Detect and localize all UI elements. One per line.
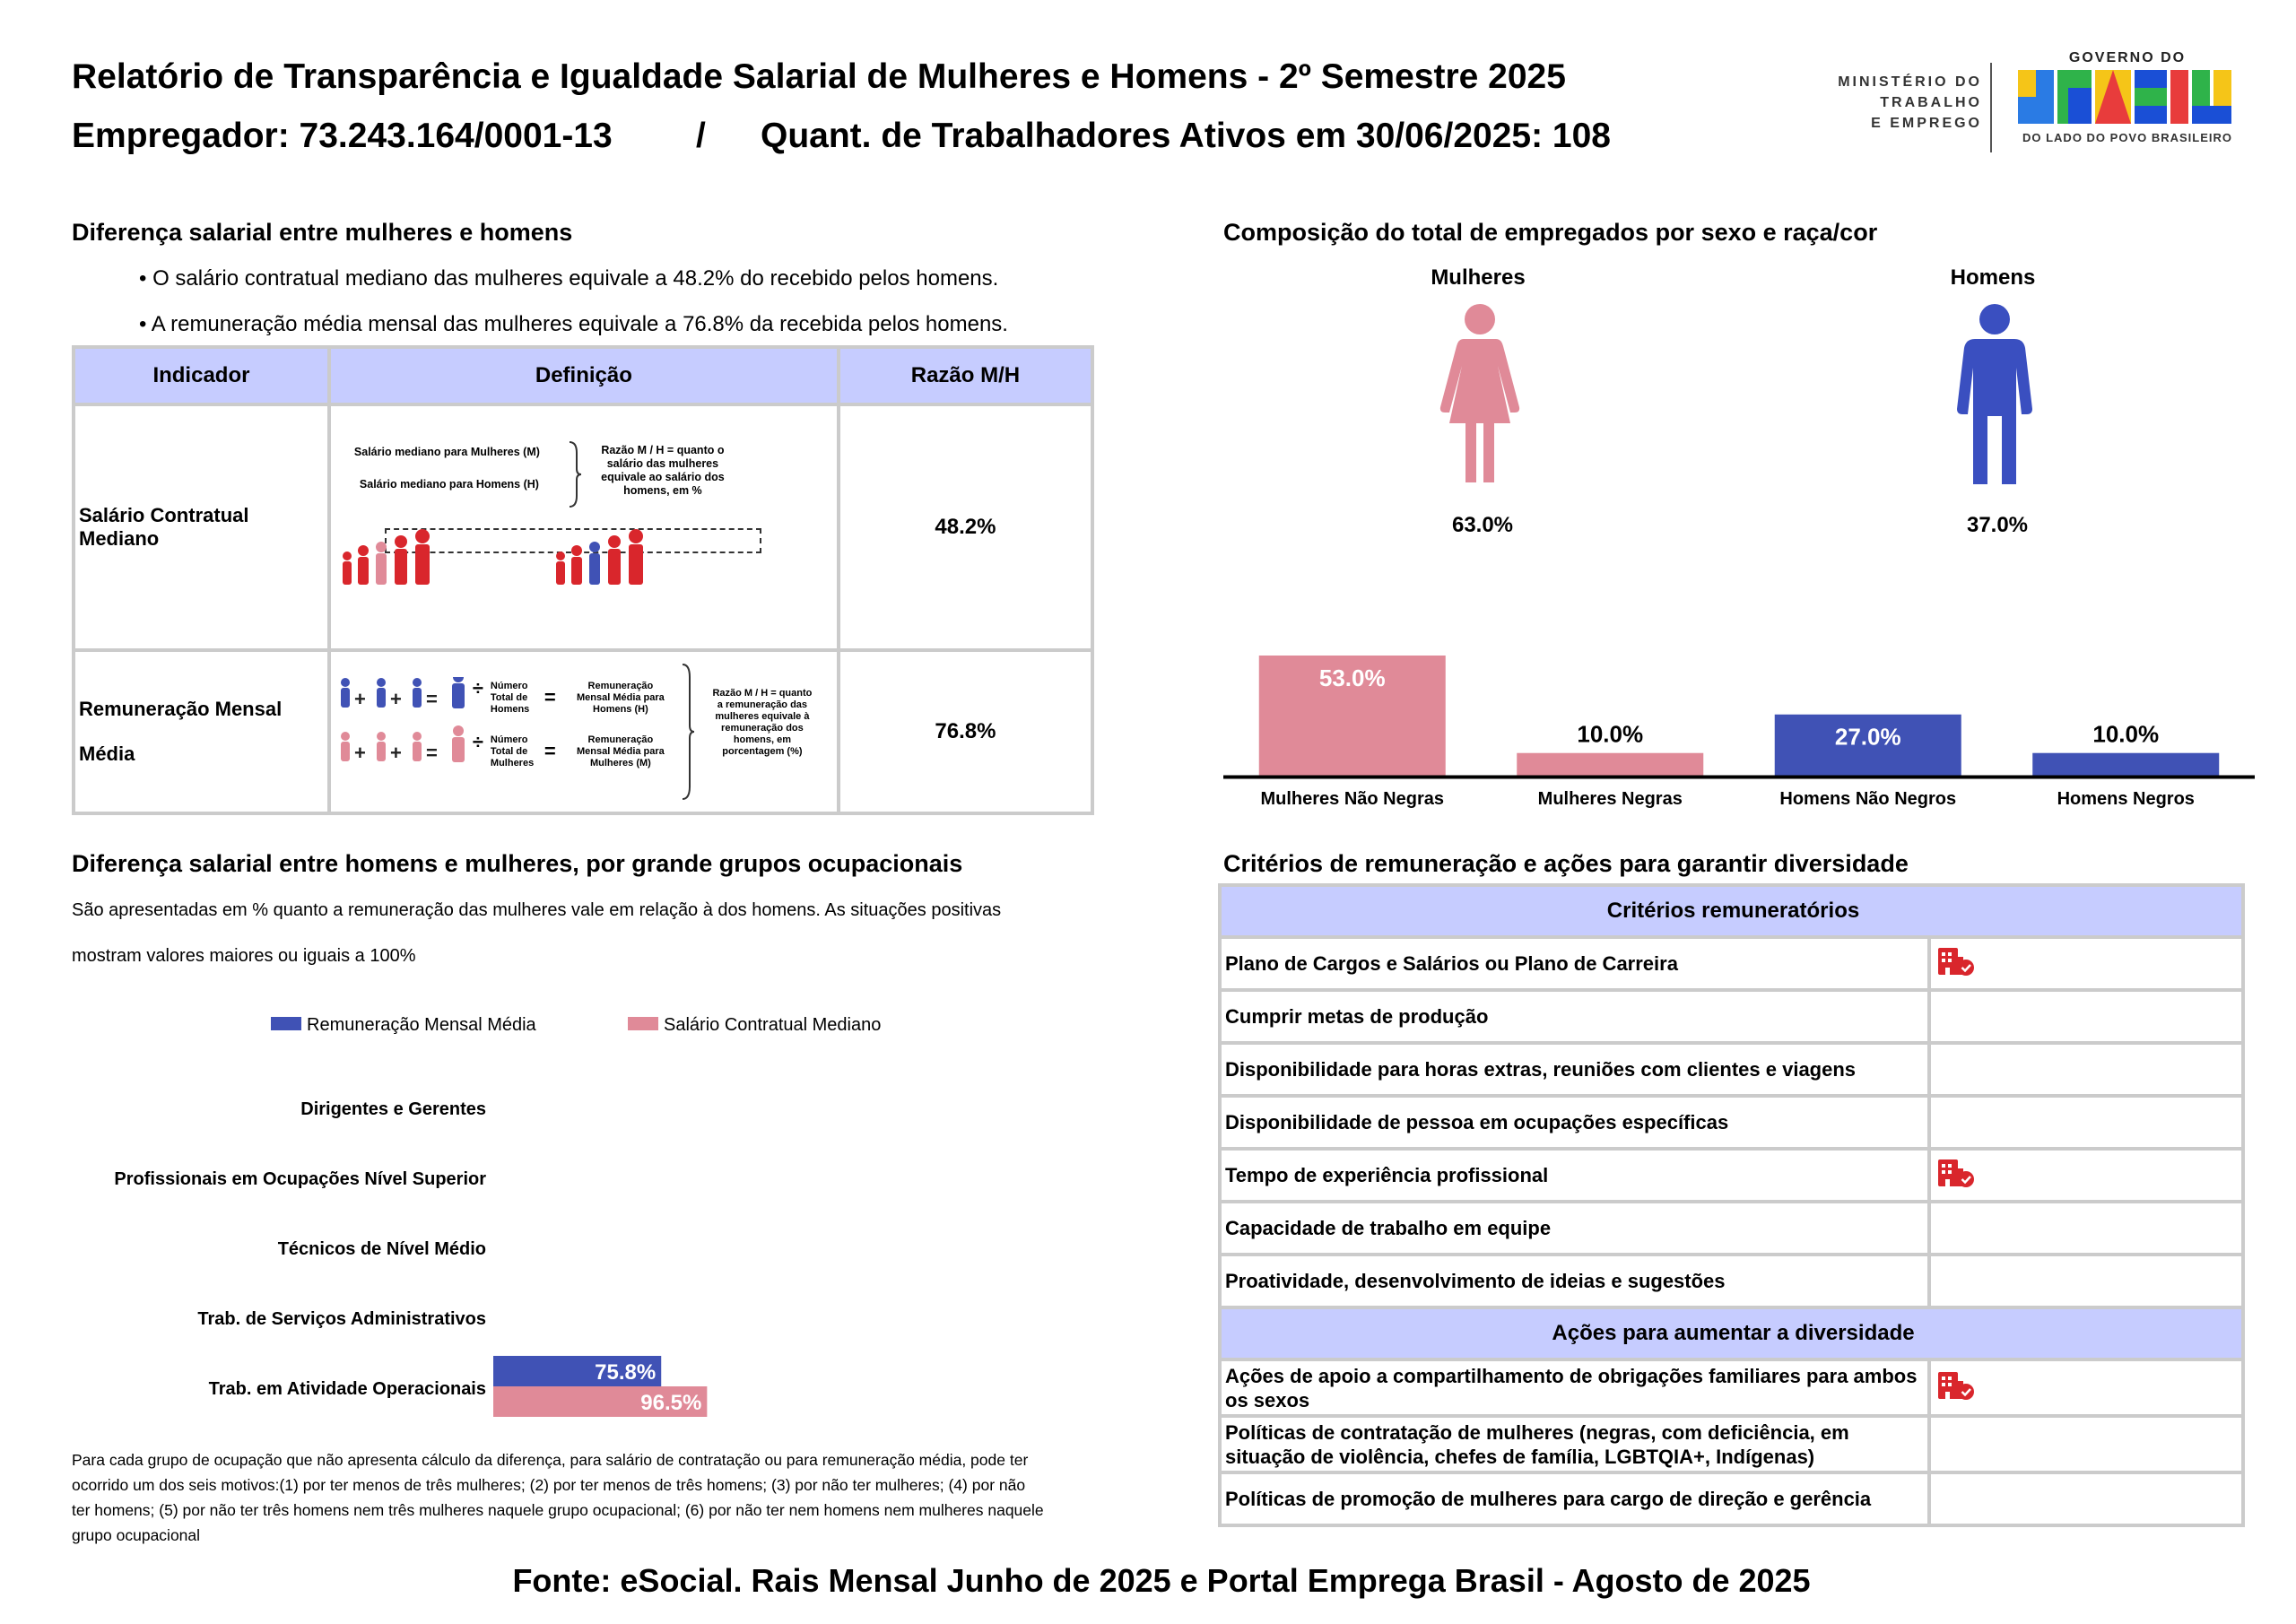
avg-line: Homens (H) [593, 704, 648, 715]
criteria-label: Capacidade de trabalho em equipe [1220, 1202, 1929, 1255]
women-percentage: 63.0% [1451, 513, 1514, 537]
men-count-label [491, 681, 529, 716]
building-check-icon [1936, 1383, 1976, 1405]
svg-text:=: = [425, 688, 438, 710]
svg-text:=: = [425, 742, 438, 764]
woman-figure-icon [1435, 303, 1525, 486]
bar-value-label: 75.8% [595, 1360, 657, 1385]
people-sum-icon [335, 677, 478, 785]
criteria-heading: Critérios de remuneração e ações para garantir diversidade [1223, 850, 1909, 877]
footnote-line: Para cada grupo de ocupação que não apresenta cálculo da diferença, para salário de contratação ou para remuneração média, pode ter [72, 1451, 1029, 1469]
salary-gap-heading: Diferença salarial entre mulheres e homens [72, 219, 573, 246]
ministry-logo-line: E EMPREGO [1871, 116, 1982, 131]
svg-text:+: + [389, 742, 402, 764]
composition-heading: Composição do total de empregados por sexo e raça/cor [1223, 219, 1878, 246]
occupation-category-label: Dirigentes e Gerentes [300, 1099, 486, 1119]
criteria-row [1220, 937, 2243, 990]
definition-diagram [329, 650, 839, 813]
brace-icon [568, 440, 582, 508]
criteria-row [1220, 1416, 2243, 1472]
composition-bar [2032, 753, 2219, 776]
occupation-description: mostram valores maiores ou iguais a 100% [72, 946, 416, 966]
ratio-line: Razão M / H = quanto [712, 688, 813, 699]
occupation-heading: Diferença salarial entre homens e mulheres, por grande grupos ocupacionais [72, 850, 963, 877]
column-header: Razão M/H [839, 347, 1092, 404]
employer-label: Empregador: 73.243.164/0001-13 [72, 117, 613, 155]
criteria-row [1220, 1255, 2243, 1307]
report-title: Relatório de Transparência e Igualdade Salarial de Mulheres e Homens - 2º Semestre 2025 [72, 57, 1566, 96]
ratio-explanation [587, 444, 739, 498]
definition-diagram [329, 404, 839, 650]
bar-value-label: 53.0% [1318, 664, 1386, 691]
logo-divider [1990, 63, 1992, 152]
gov-logo-bottom: DO LADO DO POVO BRASILEIRO [2022, 131, 2232, 144]
criteria-row [1220, 1359, 2243, 1416]
ratio-line: homens, em [733, 734, 791, 745]
criteria-check-cell [1929, 1096, 2243, 1149]
column-header: Definição [329, 347, 839, 404]
indicator-cell: Remuneração Mensal Média [74, 650, 329, 813]
ratio-line: porcentagem (%) [722, 746, 803, 757]
occupation-category-label: Profissionais em Ocupações Nível Superior [114, 1169, 486, 1189]
category-label: Mulheres Negras [1537, 789, 1683, 809]
criteria-row [1220, 1202, 2243, 1255]
criteria-check-cell [1929, 1472, 2243, 1525]
criteria-check-cell [1929, 1043, 2243, 1096]
avg-line: Mulheres (M) [589, 758, 651, 769]
count-line: Número [490, 681, 528, 691]
criteria-row [1220, 990, 2243, 1043]
occupation-bar-chart [72, 995, 1094, 1435]
criteria-label: Proatividade, desenvolvimento de ideias e sugestões [1220, 1255, 1929, 1307]
bar-value-label: 96.5% [640, 1391, 702, 1415]
ratio-line: equivale ao salário dos [601, 471, 725, 483]
avg-line: Mensal Média para [576, 746, 665, 757]
criteria-check-cell [1929, 1255, 2243, 1307]
men-percentage: 37.0% [1966, 513, 2029, 537]
category-label: Homens Não Negros [1779, 789, 1957, 809]
footnote-line: ter homens; (5) por não ter três homens nem três mulheres naquele grupo ocupacional; (6) por não ter nem homens nem mulheres naquele [72, 1501, 1044, 1519]
gov-brasil-logo [2011, 50, 2244, 158]
occupation-category-label: Trab. de Serviços Administrativos [197, 1309, 486, 1329]
category-label: Homens Negros [2057, 789, 2195, 809]
criteria-section-header: Critérios remuneratórios [1220, 885, 2243, 937]
ratio-line: Razão M / H = quanto o [601, 444, 725, 456]
bar-value-label: 10.0% [1577, 720, 1644, 748]
ratio-line: homens, em % [623, 484, 702, 497]
ratio-line: remuneração dos [721, 723, 804, 734]
occupation-category-label: Trab. em Atividade Operacionais [208, 1379, 486, 1399]
men-median-label: Salário mediano para Homens (H) [359, 478, 539, 491]
man-figure-icon [1950, 303, 2039, 486]
women-count-label [491, 734, 534, 769]
indicator-cell: Salário Contratual Mediano [74, 404, 329, 650]
ministry-logo-line: MINISTÉRIO DO [1838, 74, 1982, 90]
ratio-line: salário das mulheres [606, 457, 719, 470]
women-avg-label [562, 734, 679, 769]
legend-label: Salário Contratual Mediano [664, 1015, 882, 1035]
count-line: Homens [490, 704, 530, 715]
criteria-check-cell [1929, 1202, 2243, 1255]
occupation-footnote [72, 1447, 1044, 1548]
occupation-category-label: Técnicos de Nível Médio [277, 1239, 486, 1259]
criteria-row [1220, 1043, 2243, 1096]
indicator-table [72, 345, 1094, 815]
composition-bar [1517, 753, 1703, 776]
criteria-table [1218, 883, 2245, 1527]
svg-text:+: + [353, 742, 366, 764]
ministry-logo-line: TRABALHO [1880, 95, 1982, 110]
women-label: Mulheres [1431, 265, 1526, 290]
building-check-icon [1936, 959, 1976, 981]
footnote-line: grupo ocupacional [72, 1526, 201, 1544]
brace-icon [681, 663, 695, 801]
avg-line: Remuneração [587, 681, 654, 691]
criteria-row [1220, 1149, 2243, 1202]
count-line: Mulheres [490, 758, 535, 769]
ratio-line: mulheres equivale à [715, 711, 810, 722]
criteria-label: Políticas de promoção de mulheres para cargo de direção e gerência [1220, 1472, 1929, 1525]
equals-icon: = [544, 686, 556, 708]
ratio-line: a remuneração das [717, 699, 808, 710]
building-check-icon [1936, 1170, 1976, 1193]
column-header: Indicador [74, 347, 329, 404]
composition-bar-chart [1223, 628, 2255, 816]
svg-text:+: + [353, 688, 366, 710]
avg-line: Remuneração [587, 734, 654, 745]
count-line: Total de [490, 692, 528, 703]
workers-label: Quant. de Trabalhadores Ativos em 30/06/2025: 108 [761, 117, 1611, 155]
divide-icon: ÷ [472, 677, 483, 699]
criteria-label: Tempo de experiência profissional [1220, 1149, 1929, 1202]
women-median-label: Salário mediano para Mulheres (M) [353, 446, 540, 458]
salary-gap-bullet: • A remuneração média mensal das mulheres equivale a 76.8% da recebida pelos homens. [139, 312, 1008, 336]
criteria-check-cell [1929, 990, 2243, 1043]
divide-icon: ÷ [472, 731, 483, 753]
legend-swatch [271, 1017, 301, 1030]
bar-value-label: 10.0% [2092, 720, 2160, 748]
ministry-logo [1812, 72, 1982, 134]
occupation-description: São apresentadas em % quanto a remuneração das mulheres vale em relação à dos homens. As situações positivas [72, 900, 1002, 920]
gov-logo-top: GOVERNO DO [2068, 50, 2187, 65]
criteria-check-cell [1929, 1359, 2243, 1416]
men-avg-label [562, 681, 679, 716]
category-label: Mulheres Não Negras [1260, 789, 1445, 809]
people-figures-icon [336, 511, 830, 601]
criteria-row [1220, 1472, 2243, 1525]
ratio-explanation [695, 688, 830, 758]
criteria-check-cell [1929, 1149, 2243, 1202]
criteria-label: Disponibilidade de pessoa em ocupações específicas [1220, 1096, 1929, 1149]
brasil-wordmark-icon [2011, 70, 2244, 126]
criteria-section-header: Ações para aumentar a diversidade [1220, 1307, 2243, 1359]
criteria-label: Disponibilidade para horas extras, reuniões com clientes e viagens [1220, 1043, 1929, 1096]
header-separator: / [696, 117, 706, 155]
ratio-value: 48.2% [839, 404, 1092, 650]
legend-label: Remuneração Mensal Média [307, 1015, 536, 1035]
avg-line: Mensal Média para [576, 692, 665, 703]
svg-text:+: + [389, 688, 402, 710]
criteria-check-cell [1929, 1416, 2243, 1472]
criteria-check-cell [1929, 937, 2243, 990]
bar-value-label: 27.0% [1834, 723, 1901, 751]
criteria-label: Ações de apoio a compartilhamento de obrigações familiares para ambos os sexos [1220, 1359, 1929, 1416]
count-line: Número [490, 734, 528, 745]
count-line: Total de [490, 746, 528, 757]
ratio-value: 76.8% [839, 650, 1092, 813]
men-label: Homens [1950, 265, 2036, 290]
footnote-line: ocorrido um dos seis motivos:(1) por ter menos de três mulheres; (2) por ter menos de três homens; (3) por não ter mulheres; (4) por não [72, 1476, 1026, 1494]
legend-swatch [628, 1017, 658, 1030]
criteria-label: Plano de Cargos e Salários ou Plano de Carreira [1220, 937, 1929, 990]
equals-icon: = [544, 740, 556, 762]
criteria-row [1220, 1096, 2243, 1149]
criteria-label: Cumprir metas de produção [1220, 990, 1929, 1043]
salary-gap-bullet: • O salário contratual mediano das mulheres equivale a 48.2% do recebido pelos homens. [139, 266, 999, 291]
criteria-label: Políticas de contratação de mulheres (negras, com deficiência, em situação de violência, chefes de família, LGBTQIA+, Indígenas) [1220, 1416, 1929, 1472]
source-footer: Fonte: eSocial. Rais Mensal Junho de 2025 e Portal Emprega Brasil - Agosto de 2025 [512, 1562, 1811, 1599]
